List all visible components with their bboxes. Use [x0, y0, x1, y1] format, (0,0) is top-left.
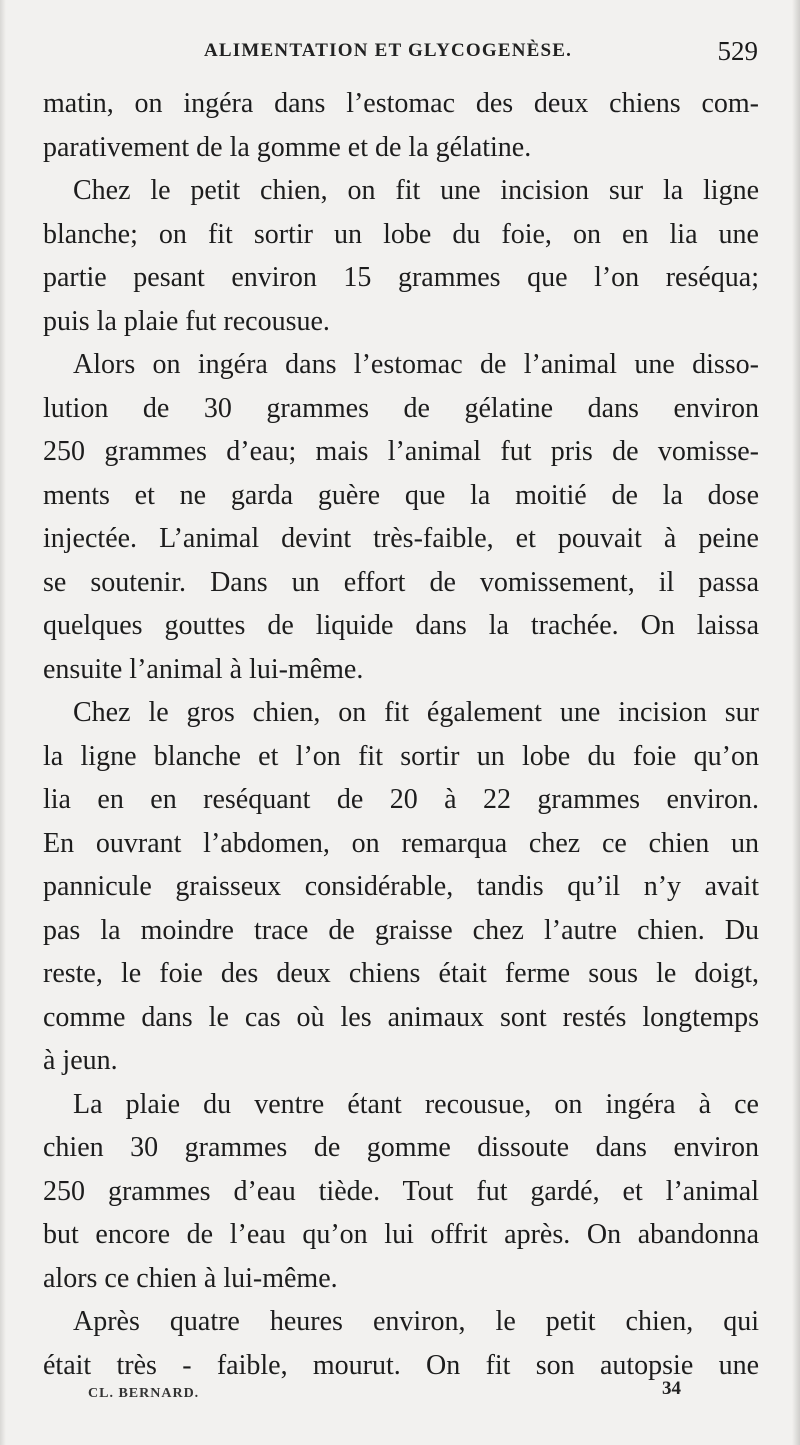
text-line: était très - faible, mourut. On fit son autopsie une	[43, 1349, 759, 1381]
text-line: 250 grammes d’eau tiède. Tout fut gardé, et l’animal	[43, 1175, 759, 1207]
text-line: Chez le petit chien, on fit une incision sur la ligne	[73, 175, 759, 206]
text-line: pas la moindre trace de graisse chez l’autre chien. Du	[43, 914, 759, 946]
text-line: La plaie du ventre étant recousue, on ingéra à ce	[73, 1088, 759, 1120]
text-line: se soutenir. Dans un effort de vomissement, il passa	[43, 566, 759, 598]
page-edge-shadow-left	[0, 0, 6, 1445]
page-footer	[42, 1378, 758, 1408]
text-line: quelques gouttes de liquide dans la trachée. On laissa	[43, 610, 759, 641]
sheet-number: 34	[662, 1378, 681, 1399]
text-line: Alors on ingéra dans l’estomac de l’animal une disso-	[73, 349, 759, 380]
text-line: la ligne blanche et l’on fit sortir un lobe du foie qu’on	[43, 740, 759, 772]
text-line: comme dans le cas où les animaux sont restés longtemps	[43, 1001, 759, 1033]
text-line: blanche; on fit sortir un lobe du foie, on en lia une	[43, 218, 759, 250]
text-line: Chez le gros chien, on fit également une incision sur	[73, 697, 759, 728]
text-line: parativement de la gomme et de la gélatine.	[43, 131, 532, 163]
page-edge-shadow-right	[792, 0, 800, 1445]
running-title: ALIMENTATION ET GLYCOGENÈSE.	[204, 40, 573, 61]
text-line: à jeun.	[43, 1045, 118, 1076]
page-number: 529	[717, 36, 758, 66]
text-line: lia en en reséquant de 20 à 22 grammes environ.	[43, 784, 759, 815]
text-line: partie pesant environ 15 grammes que l’on reséqua;	[43, 262, 759, 293]
text-line: matin, on ingéra dans l’estomac des deux chiens com-	[43, 88, 759, 119]
page-header	[42, 36, 758, 68]
text-line: 250 grammes d’eau; mais l’animal fut pris de vomisse-	[43, 436, 759, 467]
text-line: lution de 30 grammes de gélatine dans environ	[43, 392, 759, 424]
text-line: chien 30 grammes de gomme dissoute dans environ	[43, 1132, 759, 1163]
text-line: Après quatre heures environ, le petit chien, qui	[73, 1306, 759, 1337]
text-line: puis la plaie fut recousue.	[43, 305, 330, 337]
text-line: pannicule graisseux considérable, tandis qu’il n’y avait	[43, 871, 759, 902]
text-line: reste, le foie des deux chiens était ferme sous le doigt,	[43, 958, 759, 989]
text-line: alors ce chien à lui-même.	[43, 1262, 338, 1294]
text-line: ensuite l’animal à lui-même.	[43, 653, 364, 685]
text-line: injectée. L’animal devint très-faible, et pouvait à peine	[43, 523, 759, 554]
printer-signature: CL. BERNARD.	[88, 1386, 200, 1401]
text-line: ments et ne garda guère que la moitié de la dose	[43, 479, 759, 511]
body-text	[43, 82, 759, 1387]
text-line: En ouvrant l’abdomen, on remarqua chez ce chien un	[43, 827, 759, 859]
text-line: but encore de l’eau qu’on lui offrit après. On abandonna	[43, 1219, 759, 1250]
